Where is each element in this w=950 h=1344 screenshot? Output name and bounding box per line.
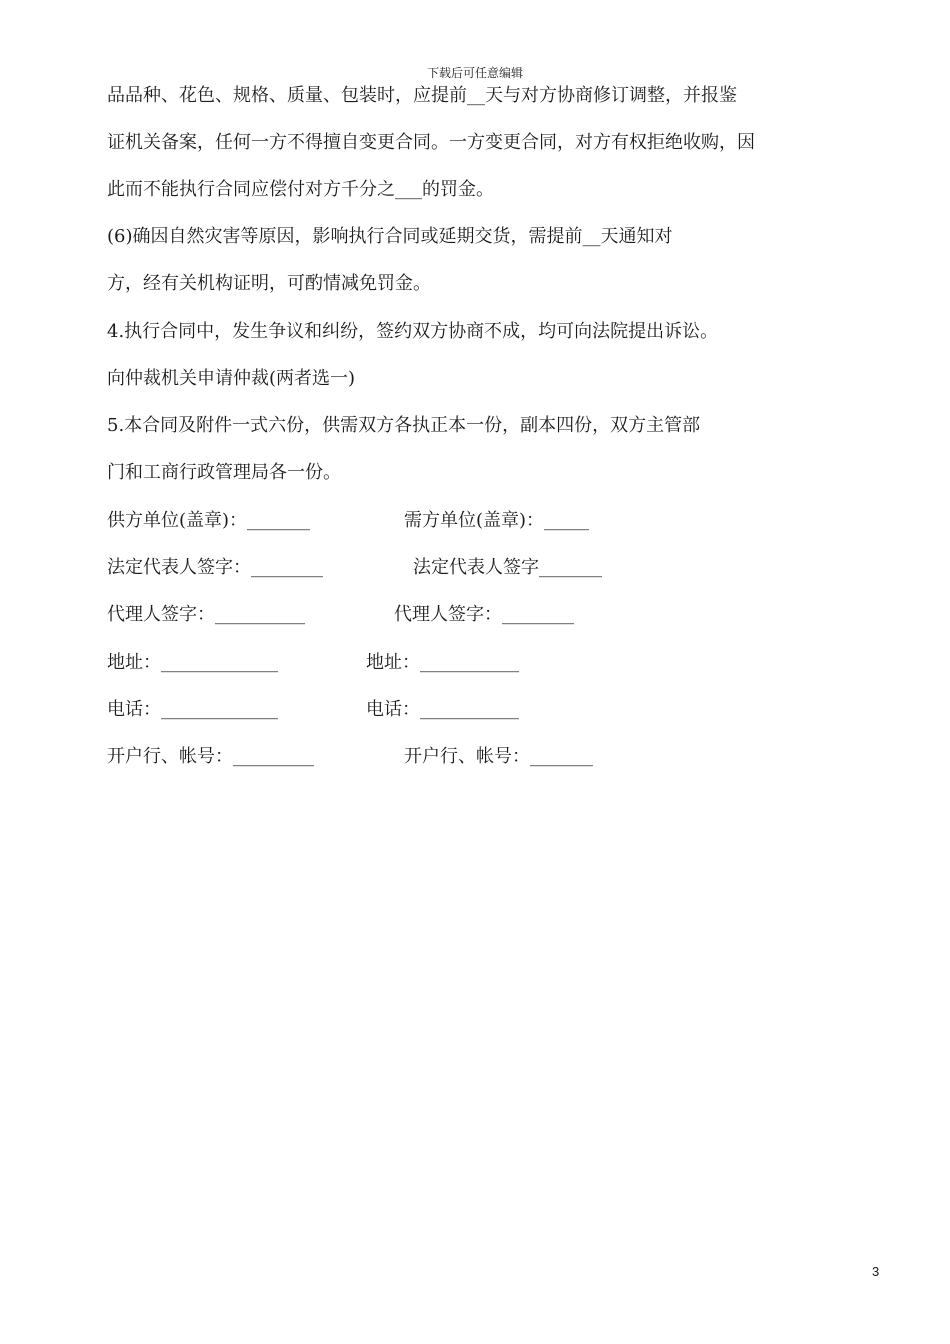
- paragraph-line: 品品种、花色、规格、质量、包装时，应提前__天与对方协商修订调整，并报鉴: [107, 85, 737, 106]
- buyer-legal-rep-field: 法定代表人签字_______: [413, 557, 602, 578]
- paragraph-line: 4.执行合同中，发生争议和纠纷，签约双方协商不成，均可向法院提出诉讼。: [107, 321, 719, 342]
- paragraph-line: 此而不能执行合同应偿付对方千分之___的罚金。: [107, 179, 494, 200]
- buyer-address-field: 地址：___________: [366, 652, 519, 673]
- supplier-phone-field: 电话：_____________: [107, 699, 278, 720]
- supplier-address-field: 地址：_____________: [107, 652, 278, 673]
- paragraph-line: 方，经有关机构证明，可酌情减免罚金。: [107, 273, 431, 294]
- paragraph-line: 向仲裁机关申请仲裁(两者选一): [107, 368, 356, 389]
- paragraph-line: (6)确因自然灾害等原因，影响执行合同或延期交货，需提前__天通知对: [107, 226, 673, 247]
- page-header: 下载后可任意编辑: [426, 66, 523, 80]
- page-number: 3: [872, 1264, 880, 1279]
- supplier-legal-rep-field: 法定代表人签字：________: [107, 557, 323, 578]
- supplier-agent-field: 代理人签字：__________: [107, 604, 305, 625]
- buyer-unit-field: 需方单位(盖章)：_____: [404, 510, 590, 531]
- paragraph-line: 门和工商行政管理局各一份。: [107, 462, 341, 483]
- buyer-agent-field: 代理人签字：________: [394, 604, 574, 625]
- buyer-bank-account-field: 开户行、帐号：_______: [404, 746, 593, 767]
- supplier-unit-field: 供方单位(盖章)：_______: [107, 510, 311, 531]
- buyer-phone-field: 电话：___________: [366, 699, 519, 720]
- supplier-bank-account-field: 开户行、帐号：_________: [107, 746, 314, 767]
- paragraph-line: 证机关备案，任何一方不得擅自变更合同。一方变更合同，对方有权拒绝收购，因: [107, 132, 755, 153]
- paragraph-line: 5.本合同及附件一式六份，供需双方各执正本一份，副本四份，双方主管部: [107, 415, 701, 436]
